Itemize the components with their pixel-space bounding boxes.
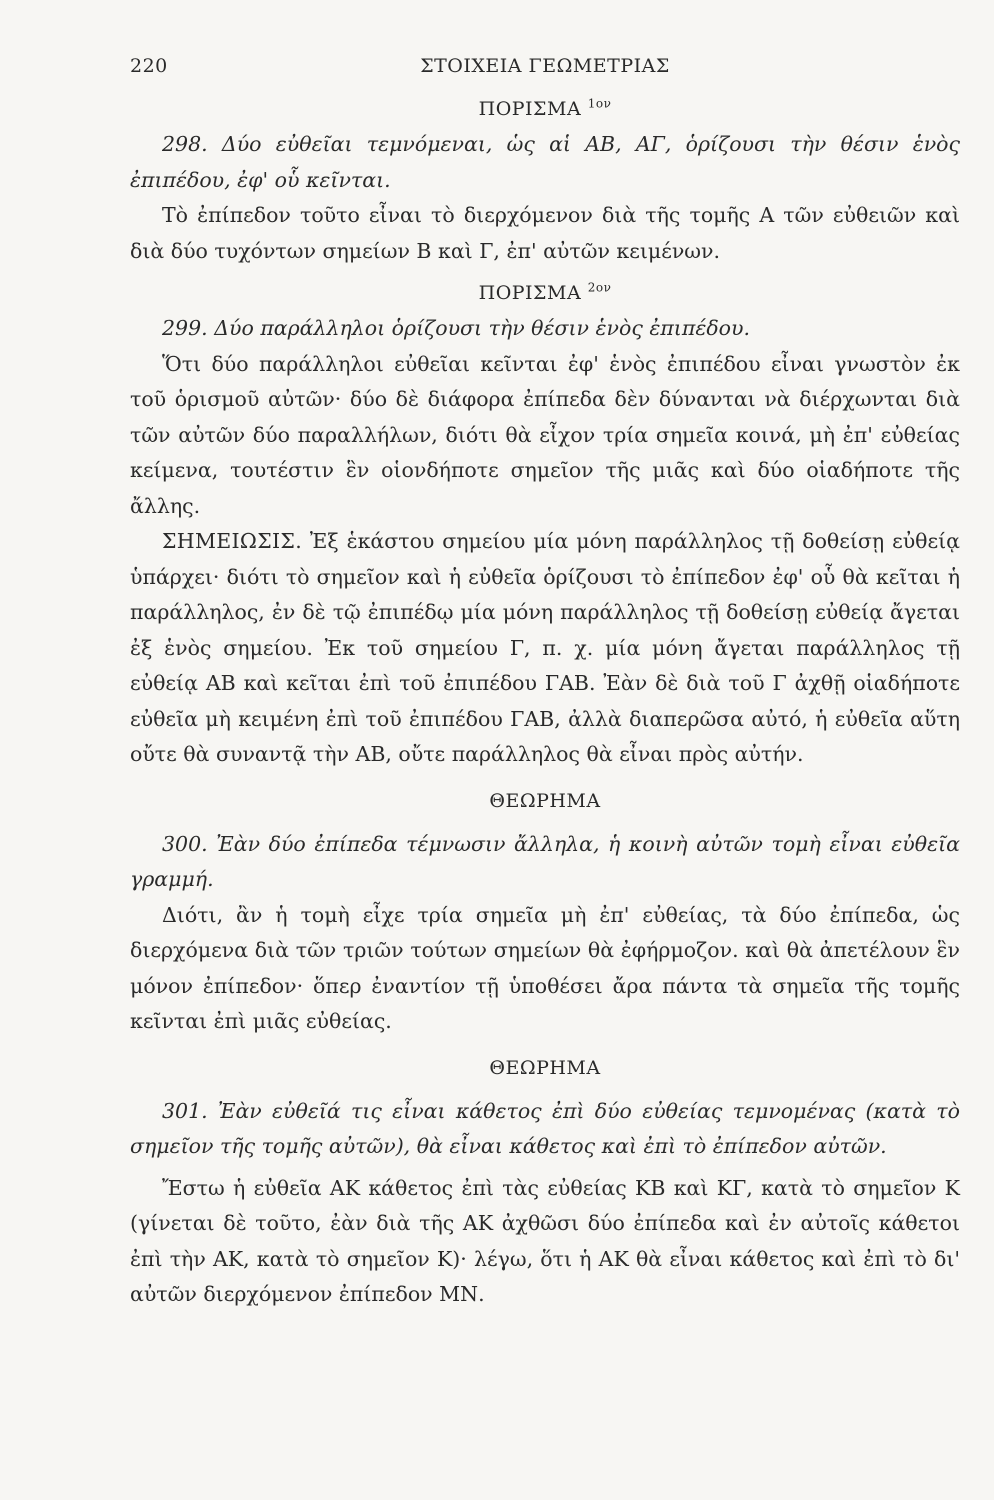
heading-ordinal: 1ον [587, 96, 612, 111]
proposition-statement: Δύο παράλληλοι ὁρίζουσι τὴν θέσιν ἑνὸς ἐπιπέδου. [214, 316, 750, 340]
statement-299 [130, 311, 960, 347]
section-heading-porisma-2 [130, 275, 960, 311]
paragraph-299-body: Ὅτι δύο παράλληλοι εὐθεῖαι κεῖνται ἐφ' ἑνὸς ἐπιπέδου εἶναι γνωστὸν ἐκ τοῦ ὁρισμοῦ αὐτῶν· δύο δὲ διάφορα ἐπίπεδα δὲν δύνανται νὰ διέρχωνται διὰ τῶν αὐτῶν δύο παραλλήλων, διότι θὰ εἶχον τρία σημεῖα κοινά, μὴ ἐπ' εὐθείας κείμενα, τουτέστιν ἓν οἱονδήποτε σημεῖον τῆς μιᾶς καὶ δύο οἱαδήποτε τῆς ἄλλης. [130, 351, 960, 518]
section-heading-theorem-301: ΘΕΩΡΗΜΑ [489, 1056, 601, 1079]
note-label: ΣΗΜΕΙΩΣΙΣ. [162, 529, 303, 553]
statement-301 [130, 1094, 960, 1165]
paragraph-301-body: Ἔστω ἡ εὐθεῖα ΑΚ κάθετος ἐπὶ τὰς εὐθείας ΚΒ καὶ ΚΓ, κατὰ τὸ σημεῖον Κ (γίνεται δὲ τοῦτο, ἐὰν διὰ τῆς ΑΚ ἀχθῶσι δύο ἐπίπεδα καὶ ἐν αὐτοῖς κάθετοι ἐπὶ τὴν ΑΚ, κατὰ τὸ σημεῖον Κ)· λέγω, ὅτι ἡ ΑΚ θὰ εἶναι κάθετος καὶ ἐπὶ τὸ δι' αὐτῶν διερχόμενον ἐπίπεδον ΜΝ. [130, 1175, 960, 1306]
paragraph-300-body: Διότι, ἂν ἡ τομὴ εἶχε τρία σημεῖα μὴ ἐπ' εὐθείας, τὰ δύο ἐπίπεδα, ὡς διερχόμενα διὰ τῶν τριῶν τούτων σημείων θὰ ἐφήρμοζον. καὶ θὰ ἀπετέλουν ἓν μόνον ἐπίπεδον· ὅπερ ἐναντίον τῇ ὑποθέσει ἄρα πάντα τὰ σημεῖα τῆς τομῆς κεῖνται ἐπὶ μιᾶς εὐθείας. [130, 902, 960, 1033]
book-page [130, 55, 960, 1475]
proposition-number: 298. [162, 132, 208, 156]
section-heading-porisma-1 [130, 91, 960, 127]
proposition-statement: Ἐὰν εὐθεῖά τις εἶναι κάθετος ἐπὶ δύο εὐθείας τεμνομένας (κατὰ τὸ σημεῖον τῆς τομῆς αὐτῶν), θὰ εἶναι κάθετος καὶ ἐπὶ τὸ ἐπίπεδον αὐτῶν. [130, 1098, 960, 1158]
statement-300 [130, 827, 960, 898]
heading-text: ΠΟΡΙΣΜΑ [478, 282, 582, 304]
statement-298 [130, 127, 960, 198]
note-paragraph [130, 524, 960, 773]
paragraph-298-body: Τὸ ἐπίπεδον τοῦτο εἶναι τὸ διερχόμενον διὰ τῆς τομῆς Α τῶν εὐθειῶν καὶ διὰ δύο τυχόντων σημείων Β καὶ Γ, ἐπ' αὐτῶν κειμένων. [130, 203, 960, 263]
page-header [130, 55, 960, 91]
proposition-statement: Δύο εὐθεῖαι τεμνόμεναι, ὡς αἱ ΑΒ, ΑΓ, ὁρίζουσι τὴν θέσιν ἑνὸς ἐπιπέδου, ἐφ' οὗ κεῖνται. [130, 132, 960, 192]
section-heading-theorem-300: ΘΕΩΡΗΜΑ [489, 789, 601, 812]
proposition-statement: Ἐὰν δύο ἐπίπεδα τέμνωσιν ἄλληλα, ἡ κοινὴ αὐτῶν τομὴ εἶναι εὐθεῖα γραμμή. [130, 831, 960, 891]
running-title: ΣΤΟΙΧΕΙΑ ΓΕΩΜΕΤΡΙΑΣ [420, 55, 670, 77]
note-text: Ἐξ ἑκάστου σημείου μία μόνη παράλληλος τῇ δοθείσῃ εὐθείᾳ ὑπάρχει· διότι τὸ σημεῖον καὶ ἡ εὐθεῖα ὁρίζουσι τὸ ἐπίπεδον ἐφ' οὗ θὰ κεῖται ἡ παράλληλος, ἐν δὲ τῷ ἐπιπέδῳ μία μόνη παράλληλος τῇ δοθείσῃ εὐθείᾳ ἄγεται ἐξ ἑνὸς σημείου. Ἐκ τοῦ σημείου Γ, π. χ. μία μόνη ἄγεται παράλληλος τῇ εὐθείᾳ ΑΒ καὶ κεῖται ἐπὶ τοῦ ἐπιπέδου ΓΑΒ. Ἐὰν δὲ διὰ τοῦ Γ ἀχθῇ οἱαδήποτε εὐθεῖα μὴ κειμένη ἐπὶ τοῦ ἐπιπέδου ΓΑΒ, ἀλλὰ διαπερῶσα αὐτό, ἡ εὐθεῖα αὕτη οὔτε θὰ συναντᾷ τὴν ΑΒ, οὔτε παράλληλος θὰ εἶναι πρὸς αὐτήν. [130, 529, 960, 766]
proposition-number: 300. [162, 831, 208, 856]
proposition-number: 299. [162, 316, 208, 340]
page-number: 220 [130, 55, 168, 77]
heading-ordinal: 2ον [587, 280, 612, 295]
proposition-number: 301. [162, 1098, 208, 1123]
heading-text: ΠΟΡΙΣΜΑ [478, 98, 582, 120]
